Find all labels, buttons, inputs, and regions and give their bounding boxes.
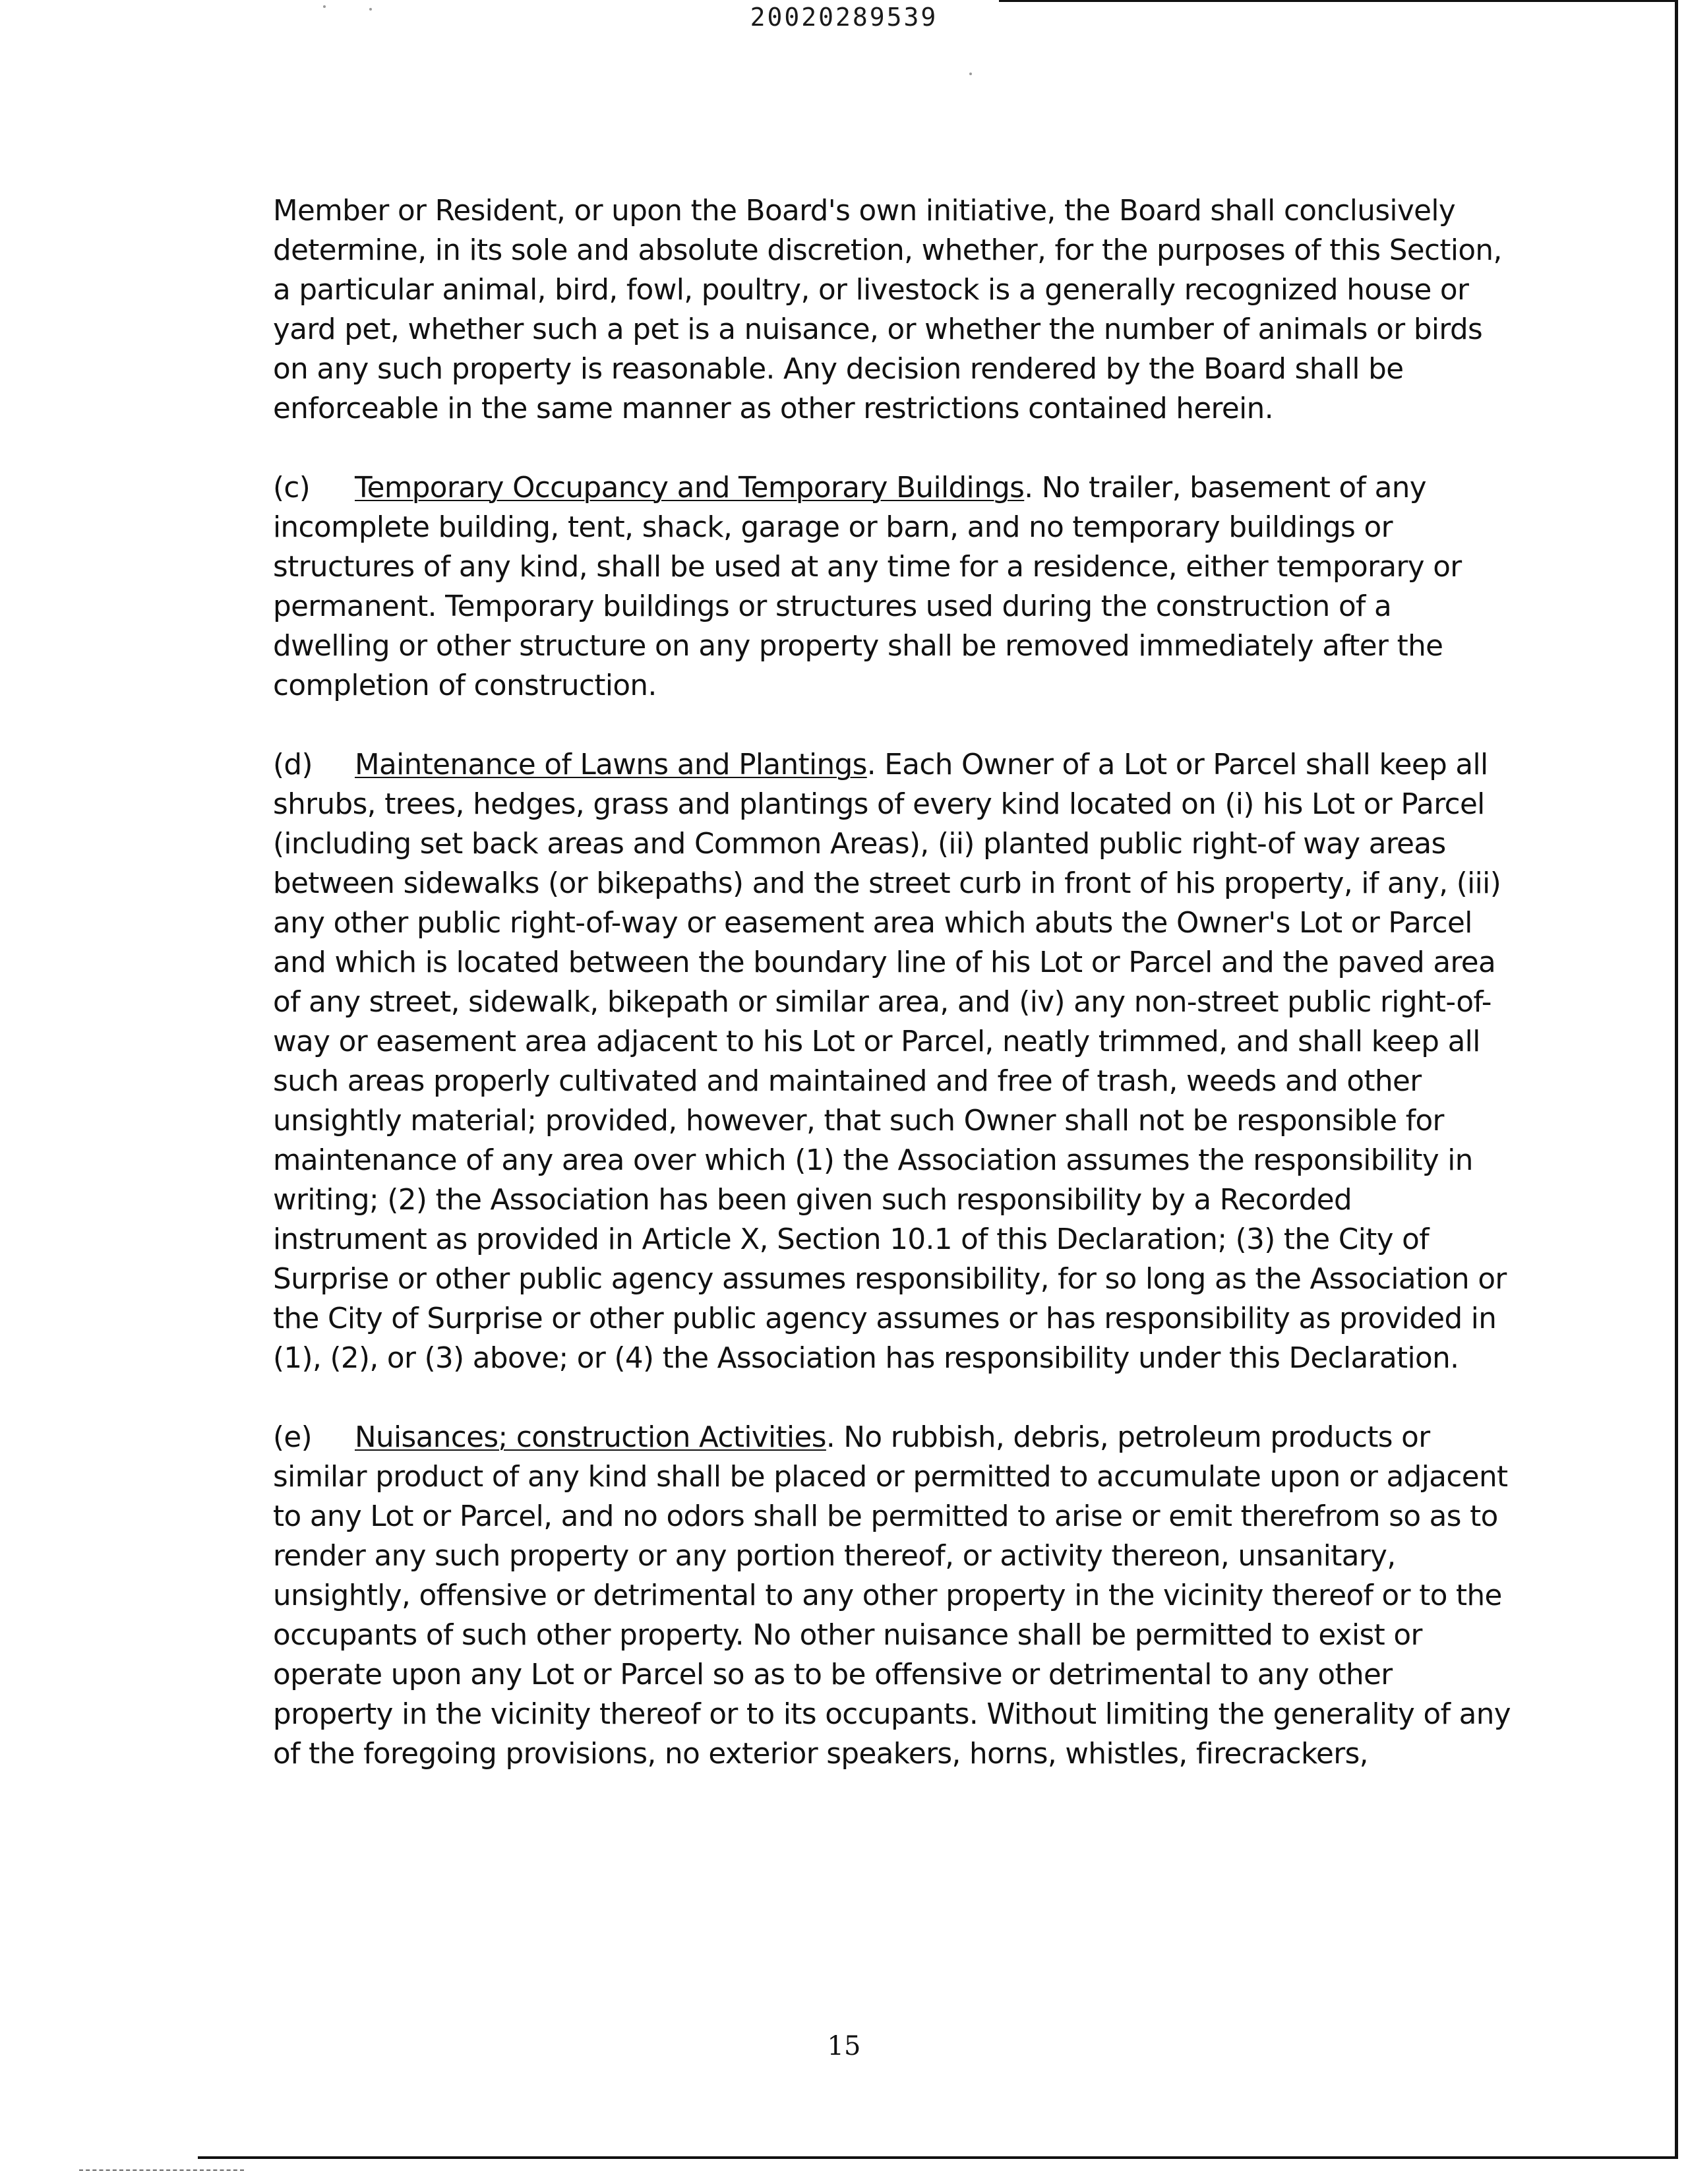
document-number: 20020289539 bbox=[750, 3, 938, 32]
scan-right-edge-line bbox=[1675, 0, 1678, 2156]
section-d-text: . Each Owner of a Lot or Parcel shall keep all shrubs, trees, hedges, grass and plantings of every kind located on (i) his Lot or Parcel (including set back areas and Common Areas), (ii) planted public right-of way areas between sidewalks (or bikepaths) and the street curb in front of his property, if any, (iii) any other public right-of-way or easement area which abuts the Owner's Lot or Parcel and which is located between the boundary line of his Lot or Parcel and the paved area of any street, sidewalk, bikepath or similar area, and (iv) any non-street public right-of-way or easement area adjacent to his Lot or Parcel, neatly trimmed, and shall keep all such areas properly cultivated and maintained and free of trash, weeds and other unsightly material; provided, however, that such Owner shall not be responsible for maintenance of any area over which (1) the Association assumes the responsibility in writing; (2) the Association has been given such responsibility by a Recorded instrument as provided in Article X, Section 10.1 of this Declaration; (3) the City of Surprise or other public agency assumes responsibility, for so long as the Association or the City of Surprise or other public agency assumes or has responsibility as provided in (1), (2), or (3) above; or (4) the Association has responsibility under this Declaration. bbox=[273, 748, 1507, 1375]
section-e-paragraph bbox=[273, 1418, 1513, 1774]
section-e-text: . No rubbish, debris, petroleum products or similar product of any kind shall be placed or permitted to accumulate upon or adjacent to any Lot or Parcel, and no odors shall be permitted to arise or emit therefrom so as to render any such property or any portion thereof, or activity thereon, unsanitary, unsightly, offensive or detrimental to any other property in the vicinity thereof or to the occupants of such other property. No other nuisance shall be permitted to exist or operate upon any Lot or Parcel so as to be offensive or detrimental to any other property in the vicinity thereof or to its occupants. Without limiting the generality of any of the foregoing provisions, no exterior speakers, horns, whistles, firecrackers, bbox=[273, 1421, 1511, 1771]
document-body bbox=[273, 191, 1513, 1774]
scan-speck bbox=[969, 73, 972, 75]
section-e-title: Nuisances; construction Activities bbox=[355, 1421, 826, 1454]
section-e-label: (e) bbox=[273, 1421, 313, 1454]
page-number: 15 bbox=[827, 2031, 861, 2061]
scan-top-edge-line bbox=[999, 0, 1678, 2]
intro-paragraph: Member or Resident, or upon the Board's own initiative, the Board shall conclusively determine, in its sole and absolute discretion, whether, for the purposes of this Section, a particular animal, bird, fowl, poultry, or livestock is a generally recognized house or yard pet, whether such a pet is a nuisance, or whether the number of animals or birds on any such property is reasonable. Any decision rendered by the Board shall be enforceable in the same manner as other restrictions contained herein. bbox=[273, 195, 1502, 425]
section-d-title: Maintenance of Lawns and Plantings bbox=[355, 748, 867, 781]
section-d-paragraph bbox=[273, 745, 1513, 1378]
section-c-title: Temporary Occupancy and Temporary Buildings bbox=[355, 471, 1025, 504]
scan-bottom-edge-line bbox=[198, 2156, 1678, 2159]
section-d-label: (d) bbox=[273, 748, 313, 781]
section-c-label: (c) bbox=[273, 471, 311, 504]
section-c-paragraph bbox=[273, 468, 1513, 706]
scan-bottom-dashed-line bbox=[79, 2169, 244, 2171]
section-c-text: . No trailer, basement of any incomplete building, tent, shack, garage or barn, and no temporary buildings or structures of any kind, shall be used at any time for a residence, either temporary or permanent. Temporary buildings or structures used during the construction of a dwelling or other structure on any property shall be removed immediately after the completion of construction. bbox=[273, 471, 1462, 702]
